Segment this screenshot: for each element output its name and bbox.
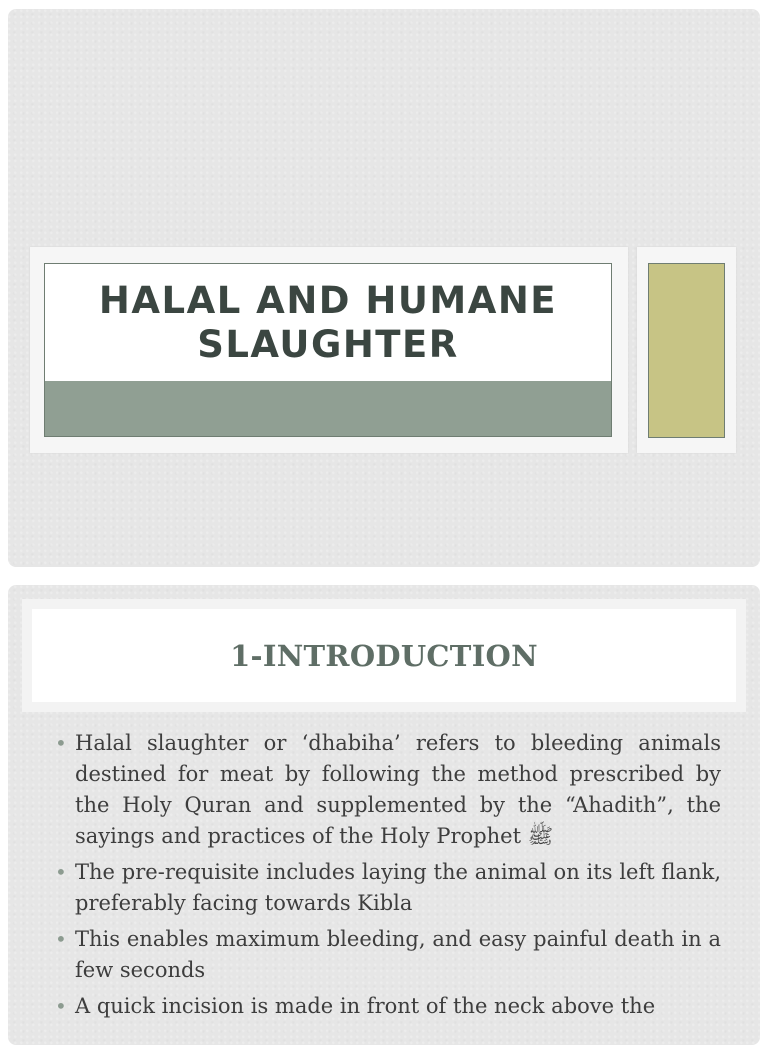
- introduction-slide: [8, 585, 760, 1045]
- bullet-item: [55, 857, 721, 919]
- bullet-item: [55, 728, 721, 852]
- bullet-marker-icon: •: [55, 731, 67, 755]
- title-frame: [30, 247, 628, 453]
- bullet-item: [55, 991, 721, 1022]
- accent-block: [648, 263, 725, 438]
- bullet-marker-icon: •: [55, 860, 67, 884]
- bullet-marker-icon: •: [55, 927, 67, 951]
- accent-frame: [637, 247, 736, 453]
- bullet-marker-icon: •: [55, 994, 67, 1018]
- slide-heading: 1-INTRODUCTION: [230, 638, 538, 673]
- title-box: [44, 263, 612, 437]
- presentation-title: HALAL AND HUMANE SLAUGHTER: [98, 279, 558, 366]
- title-slide: [8, 9, 760, 567]
- title-band: [45, 381, 611, 436]
- bullet-text: This enables maximum bleeding, and easy painful death in a few seconds: [75, 927, 721, 982]
- bullet-text: A quick incision is made in front of the neck above the: [75, 994, 656, 1018]
- bullet-text: Halal slaughter or ‘dhabiha’ refers to bleeding animals destined for meat by following the method prescribed by the Holy Quran and supplemented by the “Ahadith”, the sayings and practices of the Holy Prophet ﷺ: [75, 731, 721, 848]
- bullet-list: [55, 728, 721, 1027]
- heading-frame: [22, 599, 746, 712]
- heading-box: [32, 609, 736, 702]
- bullet-text: The pre-requisite includes laying the animal on its left flank, preferably facing towards Kibla: [75, 860, 721, 915]
- bullet-item: [55, 924, 721, 986]
